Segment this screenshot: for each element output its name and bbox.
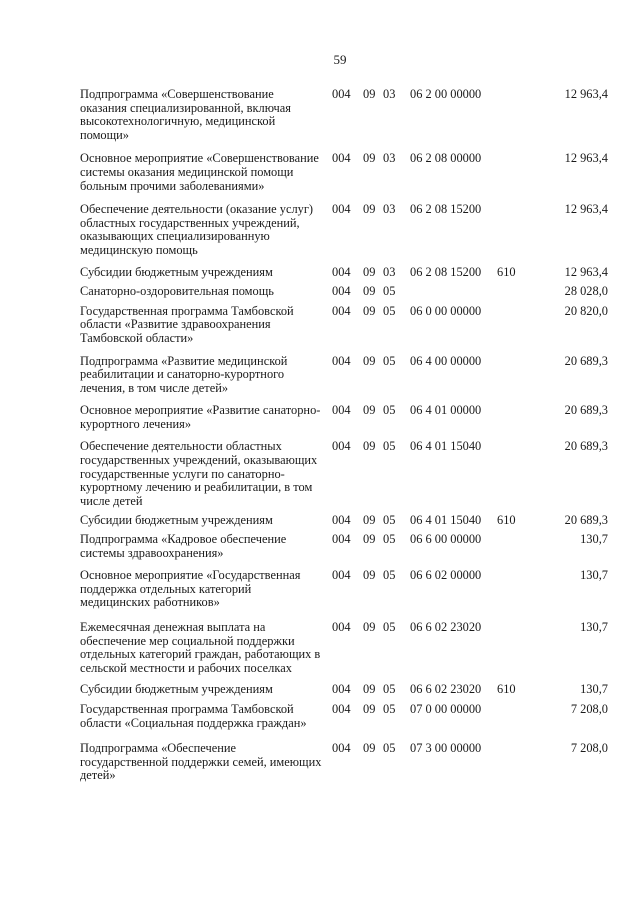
section-code: 09 <box>363 532 376 547</box>
table-row <box>80 533 608 560</box>
item-name: Подпрограмма «Развитие медицинской реабилитации и санаторно-курортного лечения, в том числе детей» <box>80 353 288 395</box>
amount: 12 963,4 <box>564 87 608 101</box>
item-name: Основное мероприятие «Государственная поддержка отдельных категорий медицинских работников» <box>80 568 301 610</box>
section-code: 09 <box>363 284 376 299</box>
ministry-code: 004 <box>332 682 351 697</box>
section-code: 09 <box>363 202 376 217</box>
subsection-code: 05 <box>383 741 396 756</box>
target-item-code: 07 0 00 00000 <box>410 701 482 716</box>
subsection-code: 05 <box>383 568 396 583</box>
budget-table <box>80 88 608 783</box>
table-row <box>80 569 608 610</box>
item-name: Обеспечение деятельности областных государственных учреждений, оказывающих государственные услуги по санаторно-курортному лечению и реабилитации, в том числе детей <box>80 439 318 508</box>
table-row <box>80 152 608 193</box>
subsection-code: 03 <box>383 87 396 101</box>
table-row <box>80 742 608 783</box>
target-item-code: 06 4 01 15040 <box>410 513 482 528</box>
item-name: Государственная программа Тамбовской области «Развитие здравоохранения Тамбовской области» <box>80 303 294 345</box>
ministry-code: 004 <box>332 303 351 318</box>
subsection-code: 05 <box>383 353 396 368</box>
target-item-code: 06 6 02 23020 <box>410 682 482 697</box>
subsection-code: 03 <box>383 264 396 279</box>
item-name: Субсидии бюджетным учреждениям <box>80 513 273 528</box>
item-name: Субсидии бюджетным учреждениям <box>80 682 273 697</box>
ministry-code: 004 <box>332 741 351 756</box>
ministry-code: 004 <box>332 284 351 299</box>
target-item-code: 06 4 01 00000 <box>410 403 482 418</box>
target-item-code: 06 6 02 23020 <box>410 620 482 634</box>
section-code: 09 <box>363 87 376 101</box>
amount: 130,7 <box>580 620 608 634</box>
section-code: 09 <box>363 682 376 697</box>
target-item-code: 06 6 02 00000 <box>410 568 482 583</box>
section-code: 09 <box>363 264 376 279</box>
subsection-code: 05 <box>383 439 396 454</box>
amount: 20 689,3 <box>564 513 608 528</box>
table-row <box>80 621 608 675</box>
amount: 12 963,4 <box>564 151 608 166</box>
ministry-code: 004 <box>332 353 351 368</box>
expense-type-code: 610 <box>497 513 516 528</box>
section-code: 09 <box>363 568 376 583</box>
item-name: Ежемесячная денежная выплата на обеспечение мер социальной поддержки отдельных категорий граждан, работающих в сельской местности и рабочих поселках <box>80 620 321 675</box>
amount: 130,7 <box>580 682 608 697</box>
section-code: 09 <box>363 620 376 634</box>
amount: 20 689,3 <box>564 403 608 418</box>
section-code: 09 <box>363 151 376 166</box>
amount: 7 208,0 <box>570 701 608 716</box>
expense-type-code: 610 <box>497 264 516 279</box>
item-name: Подпрограмма «Совершенствование оказания специализированной, включая высокотехнологичную, медицинской помощи» <box>80 87 291 142</box>
target-item-code: 06 2 08 15200 <box>410 202 482 217</box>
amount: 7 208,0 <box>570 741 608 756</box>
ministry-code: 004 <box>332 264 351 279</box>
table-row <box>80 404 608 431</box>
amount: 20 689,3 <box>564 353 608 368</box>
table-row <box>80 703 608 730</box>
subsection-code: 05 <box>383 620 396 634</box>
target-item-code: 06 6 00 00000 <box>410 532 482 547</box>
subsection-code: 05 <box>383 682 396 697</box>
ministry-code: 004 <box>332 87 351 101</box>
item-name: Санаторно-оздоровительная помощь <box>80 284 274 299</box>
subsection-code: 05 <box>383 701 396 716</box>
section-code: 09 <box>363 403 376 418</box>
table-row <box>80 305 608 346</box>
table-row <box>80 285 608 299</box>
section-code: 09 <box>363 303 376 318</box>
subsection-code: 03 <box>383 151 396 166</box>
target-item-code: 07 3 00 00000 <box>410 741 482 756</box>
section-code: 09 <box>363 353 376 368</box>
ministry-code: 004 <box>332 439 351 454</box>
ministry-code: 004 <box>332 701 351 716</box>
ministry-code: 004 <box>332 151 351 166</box>
target-item-code: 06 2 08 15200 <box>410 264 482 279</box>
table-row <box>80 514 608 528</box>
section-code: 09 <box>363 741 376 756</box>
item-name: Подпрограмма «Обеспечение государственной поддержки семей, имеющих детей» <box>80 741 322 783</box>
item-name: Подпрограмма «Кадровое обеспечение системы здравоохранения» <box>80 532 287 560</box>
target-item-code: 06 4 01 15040 <box>410 439 482 454</box>
item-name: Субсидии бюджетным учреждениям <box>80 264 273 279</box>
ministry-code: 004 <box>332 568 351 583</box>
section-code: 09 <box>363 701 376 716</box>
subsection-code: 05 <box>383 403 396 418</box>
subsection-code: 05 <box>383 284 396 299</box>
table-row <box>80 440 608 508</box>
item-name: Государственная программа Тамбовской области «Социальная поддержка граждан» <box>80 701 307 730</box>
amount: 28 028,0 <box>564 284 608 299</box>
amount: 20 820,0 <box>564 303 608 318</box>
ministry-code: 004 <box>332 403 351 418</box>
ministry-code: 004 <box>332 513 351 528</box>
target-item-code: 06 2 00 00000 <box>410 87 482 101</box>
subsection-code: 05 <box>383 303 396 318</box>
target-item-code: 06 0 00 00000 <box>410 303 482 318</box>
item-name: Обеспечение деятельности (оказание услуг) областных государственных учреждений, оказывающих специализированную медицинскую помощь <box>80 202 314 257</box>
table-row <box>80 683 608 697</box>
amount: 130,7 <box>580 532 608 547</box>
table-row <box>80 88 608 142</box>
table-row <box>80 355 608 396</box>
ministry-code: 004 <box>332 532 351 547</box>
ministry-code: 004 <box>332 202 351 217</box>
target-item-code: 06 2 08 00000 <box>410 151 482 166</box>
table-row <box>80 203 608 257</box>
subsection-code: 03 <box>383 202 396 217</box>
subsection-code: 05 <box>383 513 396 528</box>
section-code: 09 <box>363 513 376 528</box>
item-name: Основное мероприятие «Развитие санаторно-курортного лечения» <box>80 403 321 431</box>
amount: 12 963,4 <box>564 202 608 217</box>
expense-type-code: 610 <box>497 682 516 697</box>
table-row <box>80 266 608 280</box>
ministry-code: 004 <box>332 620 351 634</box>
page-number: 59 <box>333 52 347 67</box>
target-item-code: 06 4 00 00000 <box>410 353 482 368</box>
subsection-code: 05 <box>383 532 396 547</box>
item-name: Основное мероприятие «Совершенствование системы оказания медицинской помощи больным прочими заболеваниями» <box>80 151 319 193</box>
section-code: 09 <box>363 439 376 454</box>
amount: 20 689,3 <box>564 439 608 454</box>
amount: 12 963,4 <box>564 264 608 279</box>
amount: 130,7 <box>580 568 608 583</box>
